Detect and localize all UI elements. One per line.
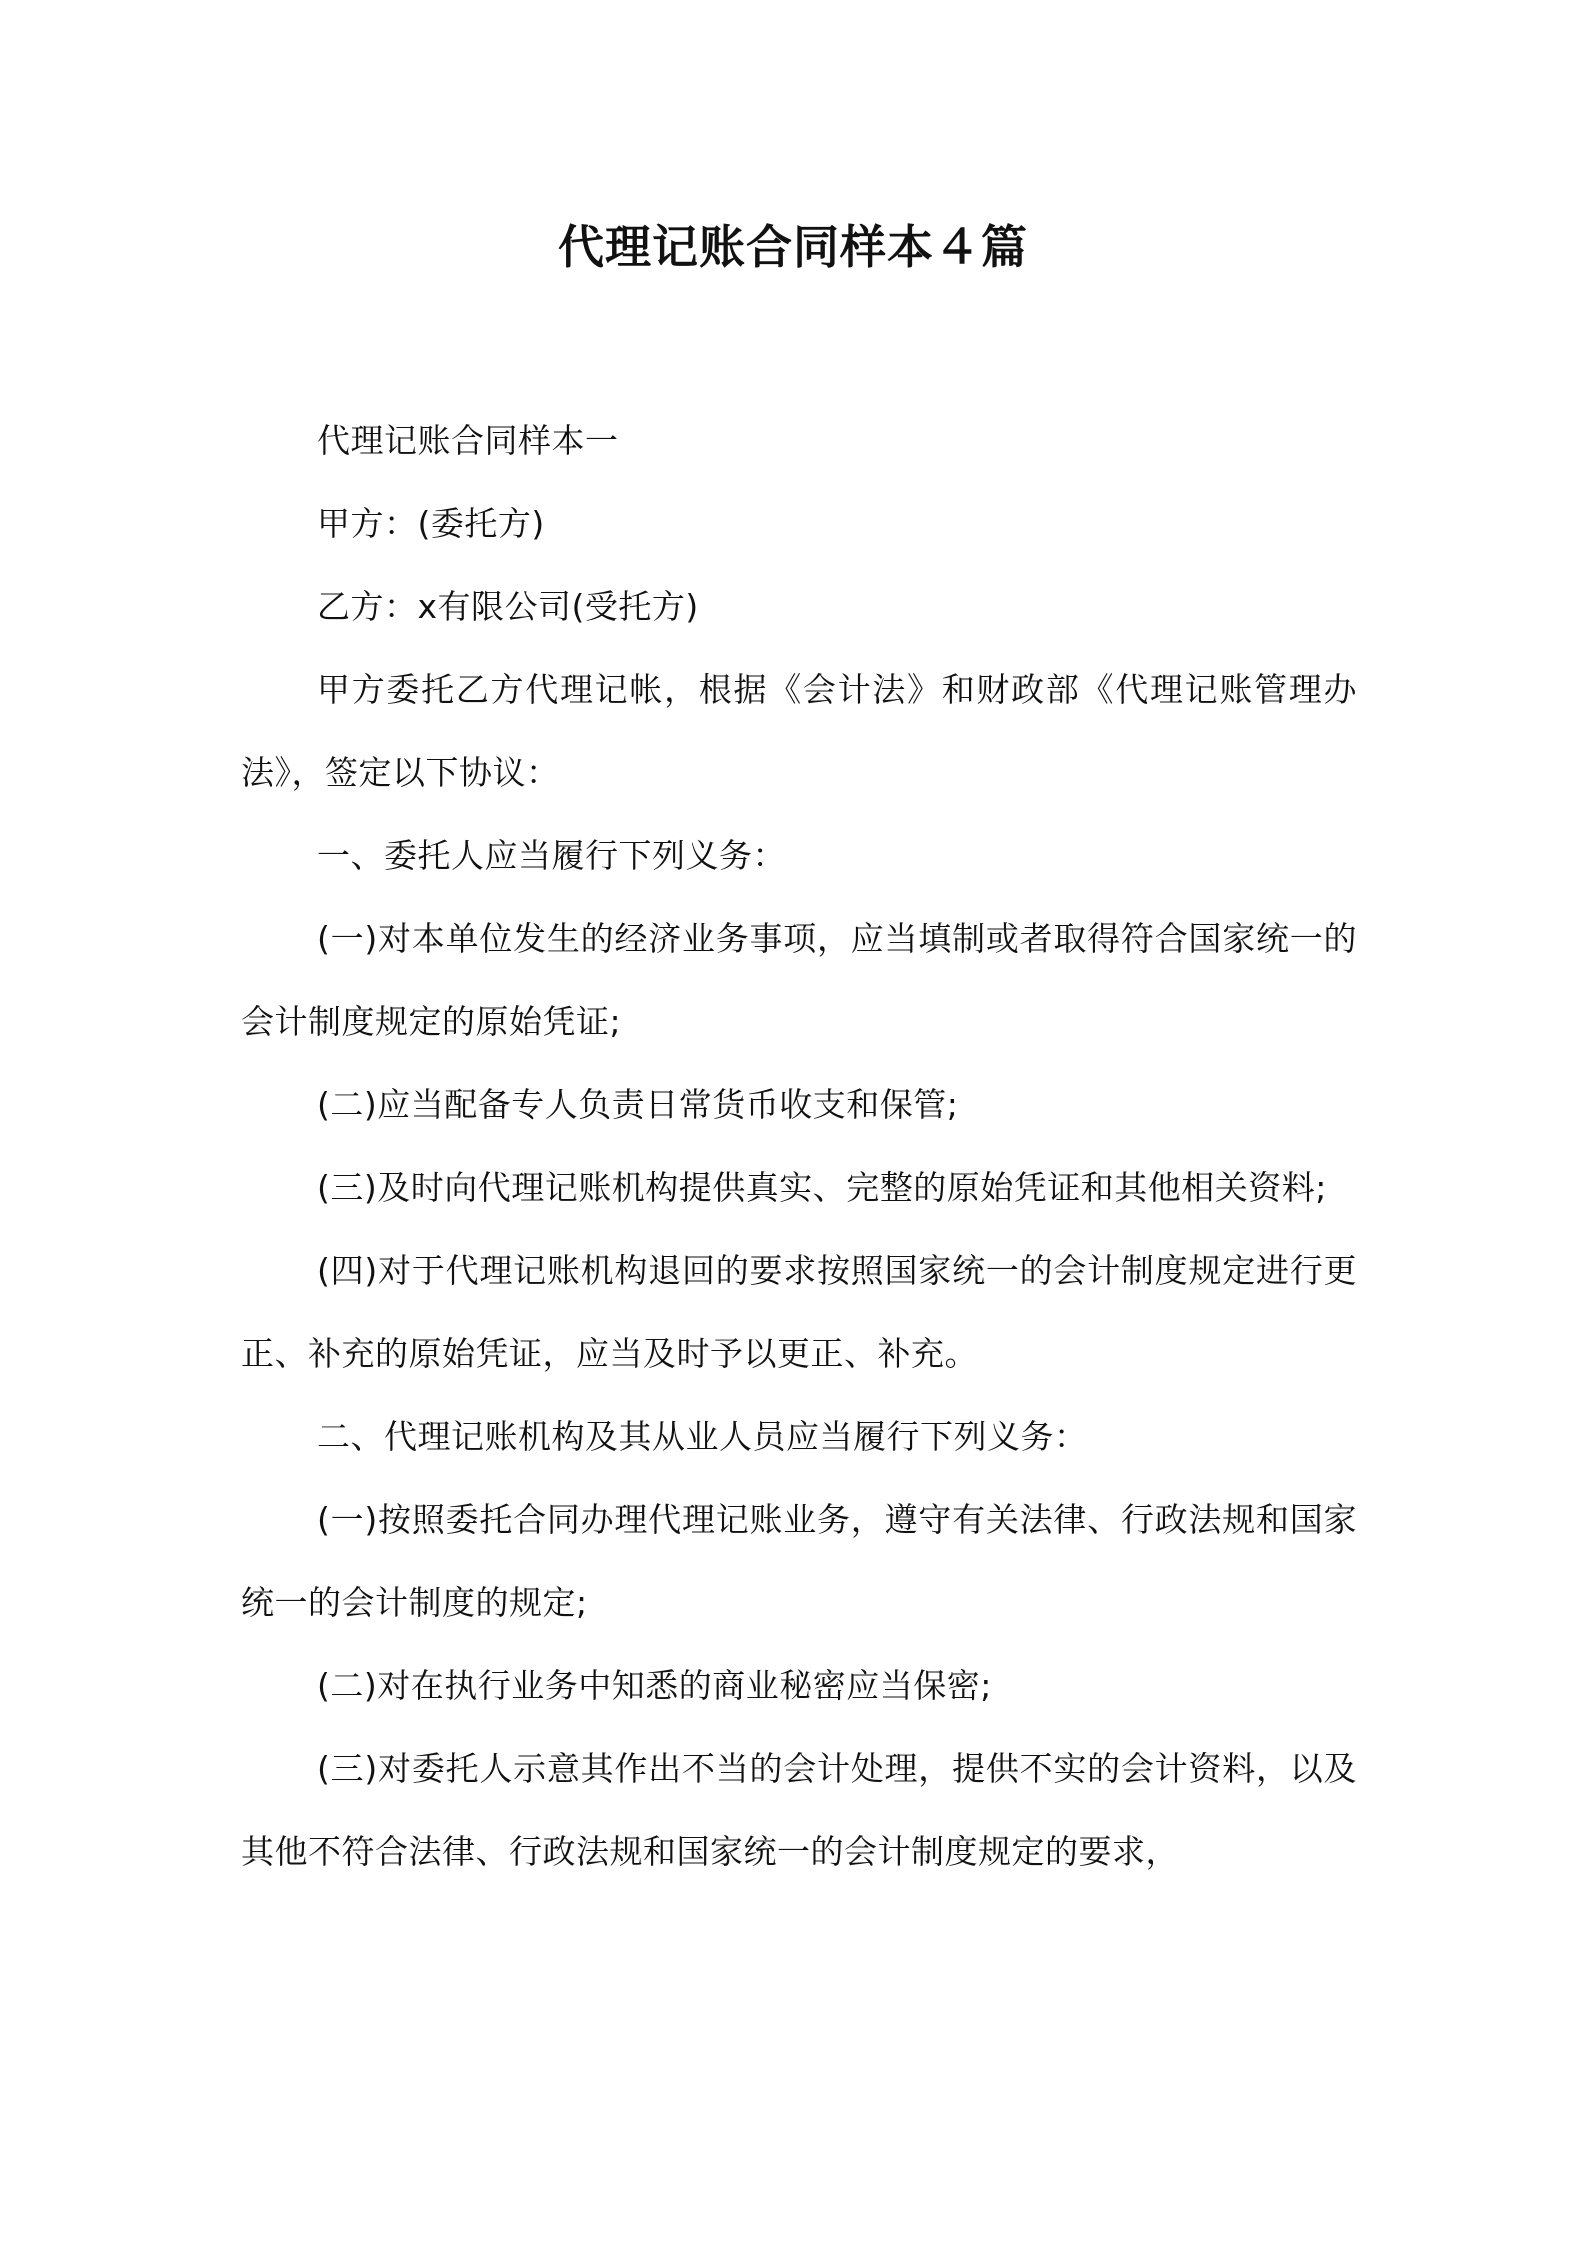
paragraph-section-1-item-3: (三)及时向代理记账机构提供真实、完整的原始凭证和其他相关资料;: [317, 1168, 1327, 1207]
paragraph-preamble: 甲方委托乙方代理记帐，根据《会计法》和财政部《代理记账管理办法》，签定以下协议：: [241, 670, 1357, 792]
document-body: [241, 399, 1357, 1893]
paragraph-sample-heading: 代理记账合同样本一: [317, 421, 619, 460]
paragraph-section-1-item-1: (一)对本单位发生的经济业务事项，应当填制或者取得符合国家统一的会计制度规定的原始凭证;: [241, 919, 1357, 1041]
paragraph-party-a: 甲方：(委托方): [317, 504, 545, 543]
paragraph-party-b: 乙方：x有限公司(受托方): [317, 587, 699, 626]
paragraph-section-2-item-3: (三)对委托人示意其作出不当的会计处理，提供不实的会计资料，以及其他不符合法律、行政法规和国家统一的会计制度规定的要求，: [241, 1749, 1357, 1871]
paragraph-section-2-item-1: (一)按照委托合同办理代理记账业务，遵守有关法律、行政法规和国家统一的会计制度的规定;: [241, 1500, 1357, 1622]
paragraph-section-1-item-4: (四)对于代理记账机构退回的要求按照国家统一的会计制度规定进行更正、补充的原始凭证，应当及时予以更正、补充。: [241, 1251, 1357, 1373]
paragraph-section-2-item-2: (二)对在执行业务中知悉的商业秘密应当保密;: [317, 1666, 992, 1705]
document-title: 代理记账合同样本４篇: [558, 220, 1028, 274]
paragraph-section-1-heading: 一、委托人应当履行下列义务：: [317, 836, 786, 875]
paragraph-section-1-item-2: (二)应当配备专人负责日常货币收支和保管;: [317, 1085, 959, 1124]
paragraph-section-2-heading: 二、代理记账机构及其从业人员应当履行下列义务：: [317, 1417, 1088, 1456]
